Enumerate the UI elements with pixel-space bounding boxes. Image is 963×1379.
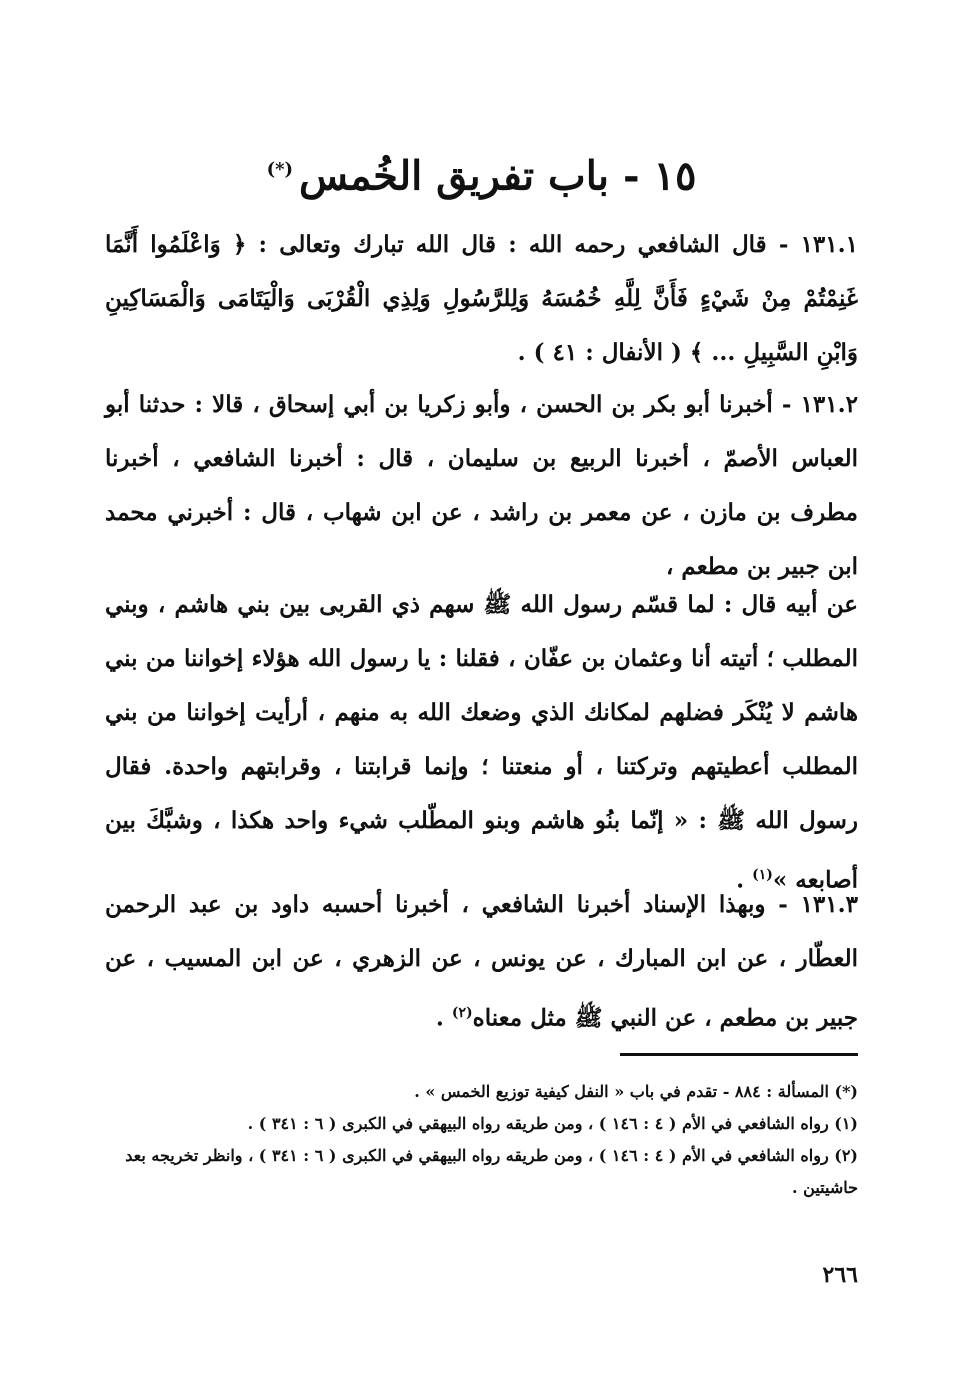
footnote-2: (٢) رواه الشافعي في الأم ( ٤ : ١٤٦ ) ، ومن طريقه رواه البيهقي في الكبرى ( ٦ : ٣٤١ ) ، وانظر تخريجه بعد حاشيتين . [125,1146,858,1197]
paragraph-hadith-text [105,578,858,908]
footnote-divider [620,1053,858,1056]
footnote-1: (١) رواه الشافعي في الأم ( ٤ : ١٤٦ ) ، ومن طريقه رواه البيهقي في الكبرى ( ٦ : ٣٤١ ) . [247,1114,858,1133]
footnote-star: (*) المسألة : ٨٨٤ - تقدم في باب « النفل كيفية توزيع الخمس » . [414,1082,858,1101]
chapter-title-footnote-mark: (*) [266,159,294,180]
paragraph-1313-end: . [435,1004,452,1032]
paragraph-1311: ١٣١.١ - قال الشافعي رحمه الله : قال الله تبارك وتعالى : ﴿ وَاعْلَمُوا أَنَّمَا غَنِمْتُمْ مِنْ شَيْءٍ فَأَنَّ لِلَّهِ خُمُسَهُ وَلِلرَّسُولِ وَلِذِي الْقُرْبَى وَالْيَتَامَى وَالْمَسَاكِينِ وَابْنِ السَّبِيلِ ... ﴾ ( الأنفال : ٤١ ) . [105,231,858,366]
chapter-title [0,140,963,206]
footnote-ref-1: (١) [752,867,773,883]
paragraph-1312: ١٣١.٢ - أخبرنا أبو بكر بن الحسن ، وأبو زكريا بن أبي إسحاق ، قالا : حدثنا أبو العباس الأصمّ ، أخبرنا الربيع بن سليمان ، قال : أخبرنا الشافعي ، أخبرنا مطرف بن مازن ، عن معمر بن راشد ، عن ابن شهاب ، قال : أخبرني محمد ابن جبير بن مطعم ، [105,391,858,580]
page-number: ٢٦٦ [822,1262,858,1288]
footnotes [105,1076,858,1204]
hadith-text-end: . [736,866,753,894]
paragraph-1313-text: ١٣١.٣ - وبهذا الإسناد أخبرنا الشافعي ، أخبرنا أحسبه داود بن عبد الرحمن العطّار ، عن ابن المبارك ، عن يونس ، عن الزهري ، عن ابن المسيب ، عن جبير بن مطعم ، عن النبي ﷺ مثل معناه [105,891,858,1032]
footnote-ref-2: (٢) [451,1005,473,1021]
chapter-title-text: ١٥ - باب تفريق الخُمس [299,152,697,200]
paragraph-1313 [105,878,858,1046]
hadith-text: عن أبيه قال : لما قسّم رسول الله ﷺ سهم ذي القربى بين بني هاشم ، وبني المطلب ؛ أتيته أنا وعثمان بن عفّان ، فقلنا : يا رسول الله هؤلاء إخواننا من بني هاشم لا يُنْكَر فضلهم لمكانك الذي وضعك الله به منهم ، أرأيت إخواننا من بني المطلب أعطيتهم وتركتنا ، أو منعتنا ؛ وإنما قرابتنا ، وقرابتهم واحدة. فقال رسول الله ﷺ : « إنّما بنُو هاشم وبنو المطّلب شيء واحد هكذا ، وشبَّكَ بين أصابعه » [105,591,858,894]
